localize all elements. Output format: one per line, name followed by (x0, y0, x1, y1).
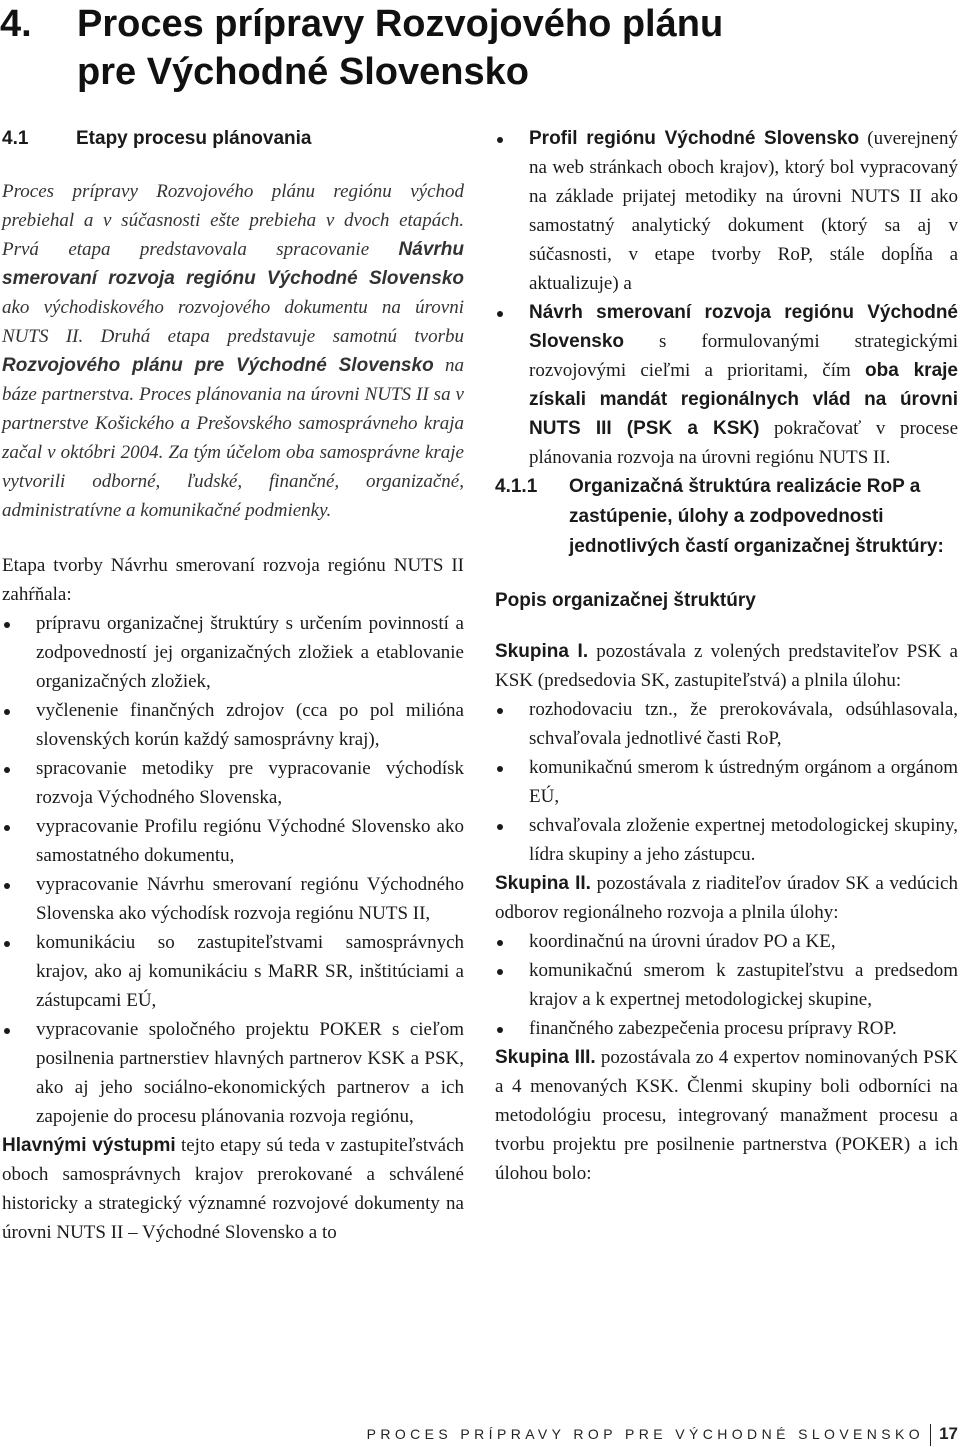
proposal-text: s formulovanými strategickými rozvojovými cieľmi a prioritami, čím (529, 331, 958, 381)
list-item: vyčlenenie finančných zdrojov (cca po pol milióna slovenských korún každý samosprávny kraj), (2, 696, 464, 754)
group1-paragraph (495, 637, 958, 695)
proposal-text-2: pokračovať v procese plánovania rozvoja na úrovni regiónu NUTS II. (529, 418, 958, 468)
documents-list (495, 124, 958, 472)
subsection-heading (495, 472, 958, 562)
list-item: komunikáciu so zastupiteľstvami samosprávnych krajov, ako aj komunikáciu s MaRR SR, inštitúciami a zástupcami EÚ, (2, 928, 464, 1015)
profile-text: (uverejnený na web stránkach oboch krajov), ktorý bol vypracovaný na základe prijatej metodiky na úrovni NUTS II ako samostatný analytický dokument (ktorý sa aj v súčasnosti, v etape tvorby RoP, stále dopĺňa a aktualizuje) a (529, 128, 958, 294)
chapter-title (0, 0, 960, 96)
list-item: vypracovanie Profilu regiónu Východné Slovensko ako samostatného dokumentu, (2, 812, 464, 870)
list-item (495, 298, 958, 472)
intro-text-2: ako východiskového rozvojového dokumentu na úrovni NUTS II. Druhá etapa predstavuje samotnú tvorbu (2, 297, 464, 347)
list-item: koordinačnú na úrovni úradov PO a KE, (495, 927, 958, 956)
section-title: Etapy procesu plánovania (76, 128, 312, 149)
list-item: komunikačnú smerom k ústredným orgánom a orgánom EÚ, (495, 753, 958, 811)
mandate-bold: oba kraje získali mandát regionálnych vlád na úrovni NUTS III (PSK a KSK) (529, 360, 958, 439)
group2-label: Skupina II. (495, 873, 591, 894)
intro-paragraph (2, 177, 464, 525)
chapter-title-line1: Proces prípravy Rozvojového plánu (77, 3, 724, 45)
group1-label: Skupina I. (495, 641, 589, 662)
chapter-title-line2: pre Východné Slovensko (77, 51, 529, 93)
subsection-number: 4.1.1 (495, 476, 538, 497)
list-item: rozhodovaciu tzn., že prerokovávala, odsúhlasovala, schvaľovala jednotlivé časti RoP, (495, 695, 958, 753)
list-item: vypracovanie Návrhu smerovaní regiónu Východného Slovenska ako východísk rozvoja regiónu NUTS II, (2, 870, 464, 928)
group2-list (495, 927, 958, 1043)
stage-lead: Etapa tvorby Návrhu smerovaní rozvoja regiónu NUTS II zahŕňala: (2, 555, 464, 605)
list-item: finančného zabezpečenia procesu prípravy ROP. (495, 1014, 958, 1043)
proposal-bold: Návrh smerovaní rozvoja regiónu Východné Slovensko (529, 302, 958, 352)
org-structure-heading: Popis organizačnej štruktúry (495, 590, 756, 611)
left-column (2, 124, 464, 1247)
right-column (495, 124, 958, 1188)
list-item: spracovanie metodiky pre vypracovanie východísk rozvoja Východného Slovenska, (2, 754, 464, 812)
list-item: prípravu organizačnej štruktúry s určením povinností a zodpovedností jej organizačných zložiek a etablovanie organizačných zložiek, (2, 609, 464, 696)
outputs-bold: Hlavnými výstupmi (2, 1135, 176, 1156)
group1-text: pozostávala z volených predstaviteľov PSK a KSK (predsedovia SK, zastupiteľstvá) a plnila úlohu: (495, 641, 958, 691)
group3-paragraph (495, 1043, 958, 1188)
group3-text: pozostávala zo 4 expertov nominovaných PSK a 4 menovaných KSK. Členmi skupiny boli odborníci na metodológiu procesu, integrovaný manažment procesu a tvorbu projektu pre posilnenie partnerstva (POKER) a ich úlohou bolo: (495, 1047, 958, 1184)
subsection-title: Organizačná štruktúra realizácie RoP a zastúpenie, úlohy a zodpovednosti jednotlivých častí organizačnej štruktúry: (569, 476, 944, 557)
outputs-text: tejto etapy sú teda v zastupiteľstvách oboch samosprávnych krajov prerokované a schválené historicky a strategický významné rozvojové dokumenty na úrovni NUTS II – Východné Slovensko a to (2, 1135, 464, 1243)
chapter-number: 4. (0, 3, 32, 45)
group3-label: Skupina III. (495, 1047, 596, 1068)
section-number: 4.1 (2, 128, 29, 149)
list-item: vypracovanie spoločného projektu POKER s cieľom posilnenia partnerstiev hlavných partnerov KSK a PSK, ako aj jeho sociálno-ekonomických partnerov a ich zapojenie do procesu plánovania rozvoja regiónu, (2, 1015, 464, 1131)
list-item: schvaľovala zloženie expertnej metodologickej skupiny, lídra skupiny a jeho zástupcu. (495, 811, 958, 869)
group2-paragraph (495, 869, 958, 927)
stage-bullet-list (2, 609, 464, 1131)
list-item: komunikačnú smerom k zastupiteľstvu a predsedom krajov a k expertnej metodologickej skupine, (495, 956, 958, 1014)
intro-bold-1: Návrhu smerovaní rozvoja regiónu Východné Slovensko (2, 239, 464, 289)
intro-text-1: Proces prípravy Rozvojového plánu regiónu východ prebiehal a v súčasnosti ešte prebieha v dvoch etapách. Prvá etapa predstavovala spracovanie (2, 181, 464, 260)
running-title: PROCES PRÍPRAVY ROP PRE VÝCHODNÉ SLOVENSKO (366, 1426, 925, 1442)
intro-text-3: na báze partnerstva. Proces plánovania na úrovni NUTS II sa v partnerstve Košického a Prešovského samosprávneho kraja začal v októbri 2004. Za tým účelom oba samosprávne kraje vytvorili odborné, ľudské, finančné, organizačné, administratívne a komunikačné podmienky. (2, 355, 465, 521)
intro-bold-2: Rozvojového plánu pre Východné Slovensko (2, 355, 434, 376)
outputs-paragraph (2, 1131, 464, 1247)
page-number: 17 (939, 1424, 958, 1443)
page-footer (367, 1421, 958, 1447)
group1-list (495, 695, 958, 869)
footer-divider (930, 1424, 931, 1446)
list-item (495, 124, 958, 298)
group2-text: pozostávala z riaditeľov úradov SK a vedúcich odborov regionálneho rozvoja a plnila úlohy: (495, 873, 958, 923)
section-heading (2, 124, 464, 153)
profile-bold: Profil regiónu Východné Slovensko (529, 128, 860, 149)
